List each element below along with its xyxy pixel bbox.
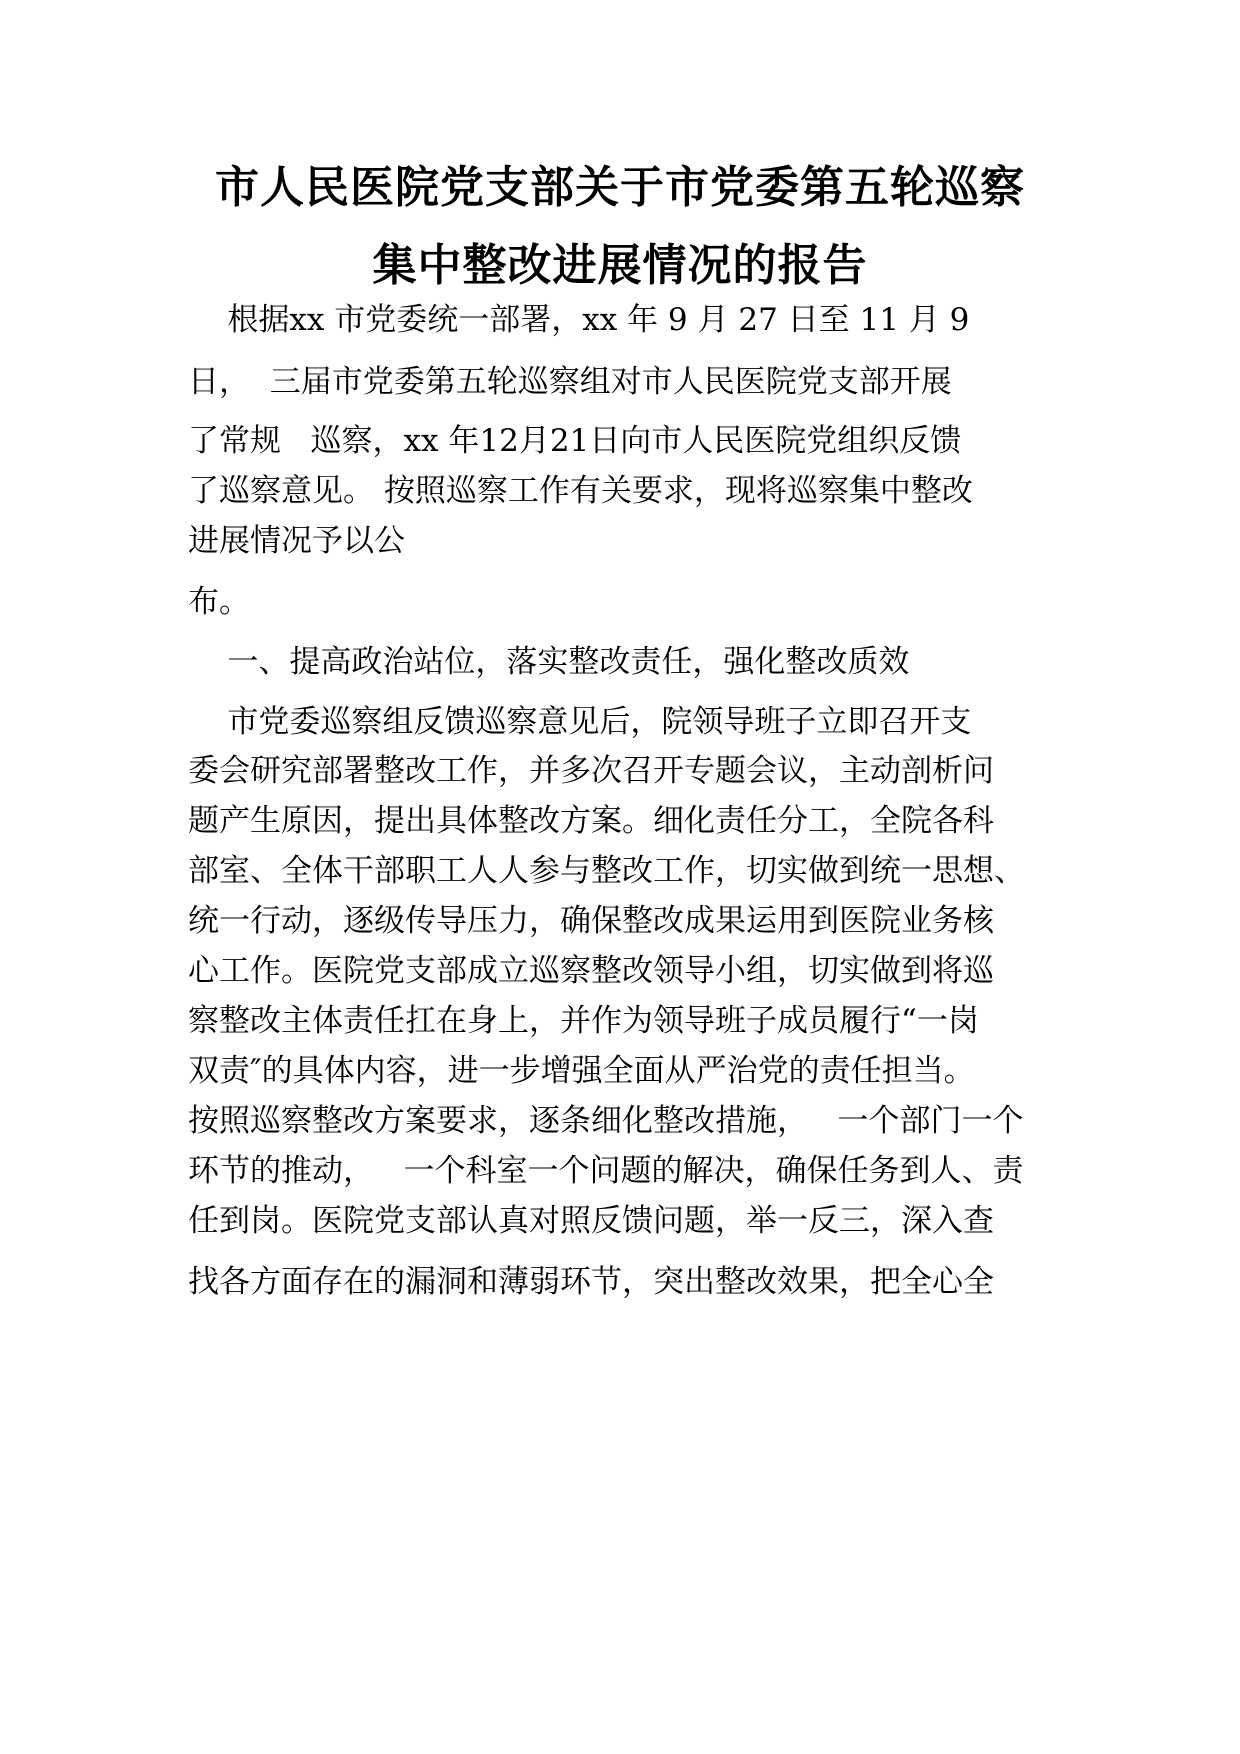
body-line-1: 根据xx 市党委统一部署，xx 年 9 月 27 日至 11 月 9 <box>188 302 970 338</box>
body-line-17: 环节的推动， 一个科室一个问题的解决，确保任务到人、责 <box>188 1153 1024 1189</box>
body-line-9: 委会研究部署整改工作，并多次召开专题会议，主动剖析问 <box>188 753 994 789</box>
body-line-6: 布。 <box>188 584 250 620</box>
body-line-19: 找各方面存在的漏洞和薄弱环节，突出整改效果，把全心全 <box>188 1264 994 1300</box>
body-line-4: 了巡察意见。 按照巡察工作有关要求，现将巡察集中整改 <box>188 473 973 509</box>
document-title-line-2: 集中整改进展情况的报告 <box>372 240 868 291</box>
body-line-16: 按照巡察整改方案要求，逐条细化整改措施， 一个部门一个 <box>188 1103 1024 1139</box>
document-title-line-1: 市人民医院党支部关于市党委第五轮巡察 <box>215 162 1025 213</box>
body-line-13: 心工作。医院党支部成立巡察整改领导小组，切实做到将巡 <box>188 953 994 989</box>
body-line-15: 双责″的具体内容，进一步增强全面从严治党的责任担当。 <box>188 1053 975 1089</box>
body-line-3: 了常规 巡察，xx 年12月21日向市人民医院党组织反馈 <box>188 423 962 459</box>
body-line-5: 进展情况予以公 <box>188 523 405 559</box>
body-line-11: 部室、全体干部职工人人参与整改工作，切实做到统一思想、 <box>188 853 1025 889</box>
section-heading-1: 一、提高政治站位，落实整改责任，强化整改质效 <box>188 644 910 680</box>
body-line-10: 题产生原因，提出具体整改方案。细化责任分工，全院各科 <box>188 803 994 839</box>
body-line-12: 统一行动，逐级传导压力，确保整改成果运用到医院业务核 <box>188 903 994 939</box>
body-line-8: 市党委巡察组反馈巡察意见后，院领导班子立即召开支 <box>188 704 972 740</box>
body-line-14: 察整改主体责任扛在身上，并作为领导班子成员履行“一岗 <box>188 1003 979 1039</box>
body-line-18: 任到岗。医院党支部认真对照反馈问题，举一反三，深入查 <box>188 1203 994 1239</box>
body-line-2: 日， 三届市党委第五轮巡察组对市人民医院党支部开展 <box>188 364 952 400</box>
